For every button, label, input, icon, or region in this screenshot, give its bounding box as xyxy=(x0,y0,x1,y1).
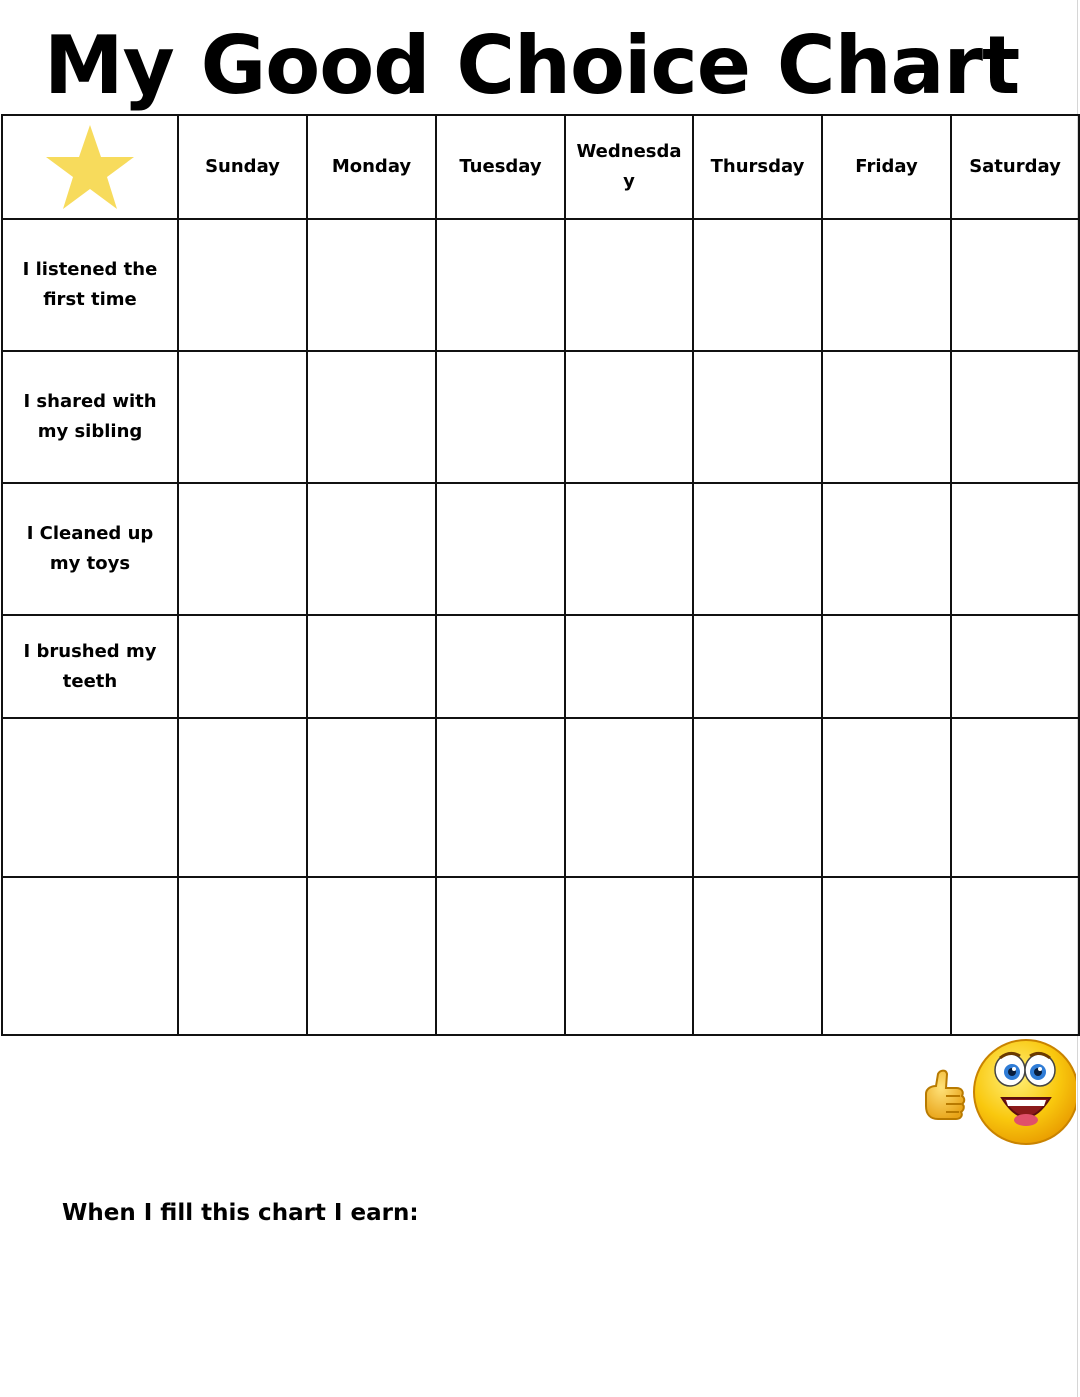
chart-row-5 xyxy=(2,718,1079,877)
mark-cell[interactable] xyxy=(178,718,307,877)
mark-cell[interactable] xyxy=(951,718,1079,877)
day-header-tuesday: Tuesday xyxy=(436,115,565,219)
mark-cell[interactable] xyxy=(693,351,822,483)
mark-cell[interactable] xyxy=(307,718,436,877)
row-label-blank-2[interactable] xyxy=(2,877,178,1035)
chart-row-2 xyxy=(2,351,1079,483)
row-label-shared: I shared with my sibling xyxy=(2,351,178,483)
mark-cell[interactable] xyxy=(178,351,307,483)
day-header-thursday: Thursday xyxy=(693,115,822,219)
row-label-blank-1[interactable] xyxy=(2,718,178,877)
mark-cell[interactable] xyxy=(307,351,436,483)
behavior-chart-table xyxy=(1,114,1080,1036)
mark-cell[interactable] xyxy=(178,219,307,351)
mark-cell[interactable] xyxy=(822,615,951,718)
mark-cell[interactable] xyxy=(693,219,822,351)
mark-cell[interactable] xyxy=(436,351,565,483)
mark-cell[interactable] xyxy=(178,615,307,718)
mark-cell[interactable] xyxy=(951,351,1079,483)
day-header-saturday: Saturday xyxy=(951,115,1079,219)
chart-row-4 xyxy=(2,615,1079,718)
row-label-listened: I listened the first time xyxy=(2,219,178,351)
row-label-cleaned: I Cleaned up my toys xyxy=(2,483,178,615)
earn-label: When I fill this chart I earn: xyxy=(62,1200,419,1226)
mark-cell[interactable] xyxy=(565,718,693,877)
row-label-brushed: I brushed my teeth xyxy=(2,615,178,718)
mark-cell[interactable] xyxy=(565,219,693,351)
mark-cell[interactable] xyxy=(822,219,951,351)
mark-cell[interactable] xyxy=(693,718,822,877)
mark-cell[interactable] xyxy=(307,219,436,351)
mark-cell[interactable] xyxy=(693,615,822,718)
mark-cell[interactable] xyxy=(693,877,822,1035)
mark-cell[interactable] xyxy=(693,483,822,615)
chart-row-6 xyxy=(2,877,1079,1035)
mark-cell[interactable] xyxy=(436,219,565,351)
chart-row-1 xyxy=(2,219,1079,351)
mark-cell[interactable] xyxy=(178,483,307,615)
star-icon xyxy=(44,123,136,211)
mark-cell[interactable] xyxy=(565,483,693,615)
mark-cell[interactable] xyxy=(822,877,951,1035)
thumbs-up-icon xyxy=(926,1071,964,1119)
mark-cell[interactable] xyxy=(565,351,693,483)
day-header-sunday: Sunday xyxy=(178,115,307,219)
mark-cell[interactable] xyxy=(951,483,1079,615)
mark-cell[interactable] xyxy=(951,219,1079,351)
day-header-monday: Monday xyxy=(307,115,436,219)
page-title: My Good Choice Chart xyxy=(44,19,1020,112)
chart-row-3 xyxy=(2,483,1079,615)
mark-cell[interactable] xyxy=(565,615,693,718)
header-row xyxy=(2,115,1079,219)
mark-cell[interactable] xyxy=(951,615,1079,718)
corner-cell xyxy=(2,115,178,219)
mark-cell[interactable] xyxy=(822,351,951,483)
mark-cell[interactable] xyxy=(822,483,951,615)
mark-cell[interactable] xyxy=(307,483,436,615)
day-header-wednesday: Wednesday xyxy=(565,115,693,219)
thumbs-up-smiley-icon xyxy=(916,1036,1076,1148)
mark-cell[interactable] xyxy=(436,877,565,1035)
mark-cell[interactable] xyxy=(307,877,436,1035)
mark-cell[interactable] xyxy=(565,877,693,1035)
mark-cell[interactable] xyxy=(178,877,307,1035)
mark-cell[interactable] xyxy=(307,615,436,718)
mark-cell[interactable] xyxy=(436,483,565,615)
mark-cell[interactable] xyxy=(436,615,565,718)
smiley-face-icon xyxy=(974,1040,1076,1144)
mark-cell[interactable] xyxy=(951,877,1079,1035)
mark-cell[interactable] xyxy=(822,718,951,877)
mark-cell[interactable] xyxy=(436,718,565,877)
day-header-friday: Friday xyxy=(822,115,951,219)
